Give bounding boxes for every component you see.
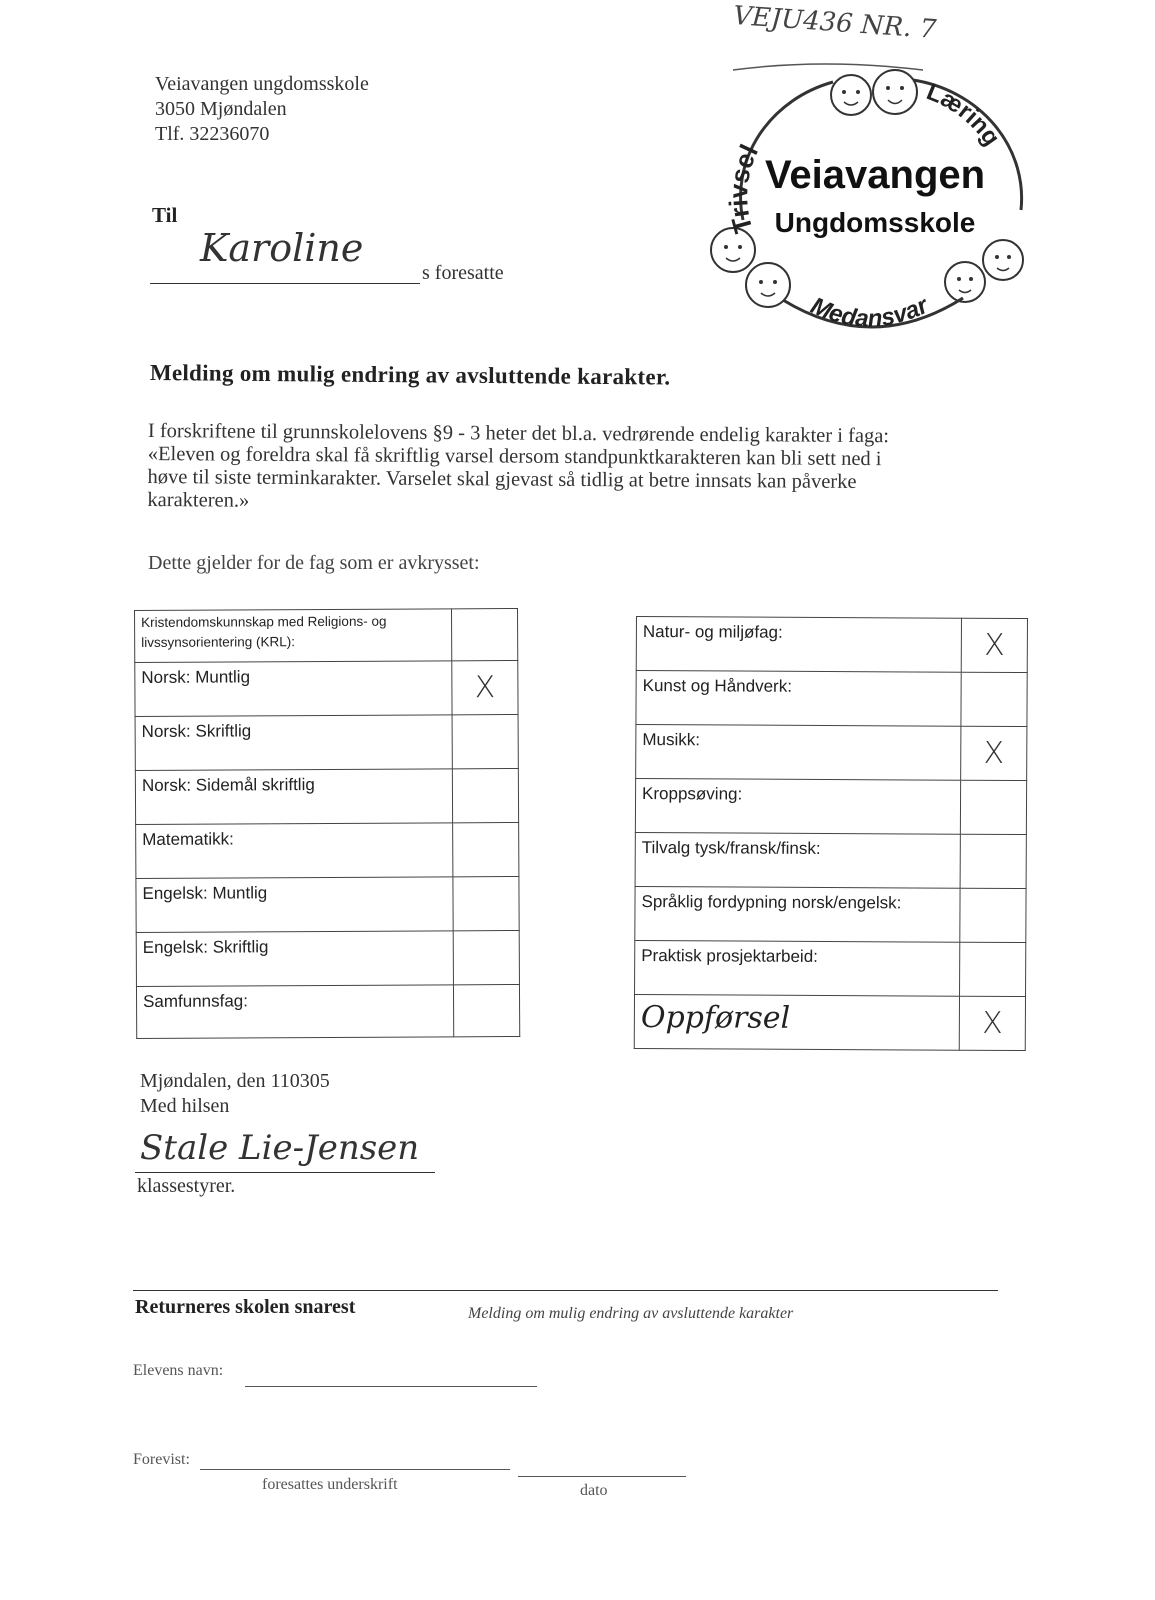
subject-checkbox[interactable] (961, 780, 1027, 834)
subject-label (135, 609, 452, 663)
subject-row (136, 930, 519, 986)
subject-row (136, 822, 519, 878)
regulation-paragraph (147, 420, 978, 518)
subject-checkbox[interactable] (453, 930, 519, 984)
subject-label-line: Kristendomskunnskap med Religions- og (141, 613, 387, 630)
paragraph-line: «Eleven og foreldra skal få skriftlig varsel dersom standpunktkarakteren kan bli sett ned i (147, 442, 882, 471)
subject-row (636, 617, 1027, 673)
school-logo (703, 50, 1033, 340)
student-name-label: Elevens navn: (133, 1362, 224, 1379)
school-phone: Tlf. 32236070 (155, 123, 270, 145)
logo-word-left: Trivsel (723, 139, 764, 237)
subject-checkbox[interactable]: X (961, 618, 1027, 672)
recipient-line (150, 283, 420, 284)
return-slip-title: Returneres skolen snarest (135, 1296, 356, 1318)
subject-checkbox[interactable] (960, 942, 1026, 996)
guardian-signature-field[interactable] (200, 1469, 510, 1470)
signoff-block (140, 1069, 330, 1119)
subject-label: Norsk: Sidemål skriftlig (135, 769, 452, 825)
subject-row (635, 832, 1026, 888)
subject-label: Praktisk prosjektarbeid: (635, 940, 960, 996)
subject-label: Språklig fordypning norsk/engelsk: (635, 886, 960, 942)
subject-checkbox[interactable] (453, 876, 519, 930)
logo-word-right: Læring (922, 78, 1006, 151)
subject-row (635, 940, 1026, 996)
guardian-signature-label: foresattes underskrift (262, 1476, 398, 1493)
notice-heading: Melding om mulig endring av avsluttende karakter. (149, 360, 671, 390)
logo-name-line1: Veiavangen (764, 153, 986, 197)
subject-row (636, 671, 1027, 727)
school-postal: 3050 Mjøndalen (155, 98, 287, 120)
place-date: Mjøndalen, den 110305 (140, 1070, 330, 1092)
subject-checkbox[interactable] (453, 822, 519, 876)
paragraph-line: høve til siste terminkarakter. Varselet skal gjevast så tidlig at betre innsats kan påverke (147, 465, 857, 493)
return-slip-divider (133, 1290, 998, 1291)
archive-note: VEJU436 NR. 7 (732, 0, 938, 46)
date-field[interactable] (518, 1476, 686, 1477)
signature: Stale Lie-Jensen (140, 1128, 420, 1168)
recipient-suffix: s foresatte (422, 262, 504, 284)
svg-text:Medansvar (807, 291, 934, 332)
subject-checkbox[interactable]: X (959, 996, 1025, 1050)
subjects-table-left (134, 608, 520, 1039)
logo-word-bottom: Medansvar (806, 291, 933, 333)
subject-row (136, 984, 519, 1038)
subject-label: Matematikk: (136, 823, 453, 879)
school-address (155, 72, 369, 147)
recipient-name: Karoline (200, 226, 364, 270)
subject-row (135, 714, 518, 770)
subject-checkbox[interactable]: X (452, 660, 518, 714)
shown-label: Forevist: (133, 1451, 190, 1468)
school-name: Veiavangen ungdomsskole (155, 73, 369, 95)
logo-name-line2: Ungdomsskole (774, 207, 976, 238)
subject-label-handwritten: Oppførsel (634, 994, 959, 1050)
subject-label: Norsk: Skriftlig (135, 715, 452, 771)
subject-label: Kroppsøving: (635, 779, 960, 835)
signer-role: klassestyrer. (137, 1175, 236, 1197)
subject-checkbox[interactable]: X (961, 726, 1027, 780)
svg-text:Læring (923, 78, 1005, 150)
svg-text:Trivsel (723, 140, 764, 237)
return-slip-subtitle: Melding om mulig endring av avsluttende karakter (468, 1305, 794, 1322)
subject-label: Engelsk: Skriftlig (136, 931, 453, 987)
subject-checkbox[interactable] (454, 984, 520, 1036)
subject-row (634, 994, 1025, 1050)
signature-line (135, 1172, 435, 1173)
subject-checkbox[interactable] (961, 672, 1027, 726)
subject-label: Tilvalg tysk/fransk/finsk: (635, 832, 960, 888)
applies-text: Dette gjelder for de fag som er avkrysset: (148, 552, 480, 574)
subject-row (636, 725, 1027, 781)
subject-checkbox[interactable] (960, 834, 1026, 888)
subject-label-line: livssynsorientering (KRL): (141, 634, 296, 650)
subject-checkbox[interactable] (452, 608, 518, 660)
student-name-field[interactable] (245, 1386, 537, 1387)
subject-label: Kunst og Håndverk: (636, 671, 961, 727)
subject-label: Engelsk: Muntlig (136, 877, 453, 933)
subject-label: Norsk: Muntlig (135, 661, 452, 717)
subject-row (135, 768, 518, 824)
subject-label: Samfunnsfag: (136, 985, 453, 1039)
subject-row (635, 779, 1026, 835)
subject-label: Musikk: (636, 725, 961, 781)
subject-row (135, 660, 518, 716)
subject-label: Natur- og miljøfag: (636, 617, 961, 673)
subject-row (135, 608, 518, 662)
subject-checkbox[interactable] (960, 888, 1026, 942)
subject-row (635, 886, 1026, 942)
greeting: Med hilsen (140, 1095, 230, 1117)
paragraph-line: karakteren.» (147, 488, 250, 512)
subject-checkbox[interactable] (453, 768, 519, 822)
subject-row (136, 876, 519, 932)
subject-checkbox[interactable] (452, 714, 518, 768)
date-label: dato (580, 1482, 608, 1499)
subjects-table-right (634, 616, 1028, 1051)
paragraph-line: I forskriftene til grunnskolelovens §9 - 3 heter det bl.a. vedrørende endelig karakter i faga: (147, 420, 890, 448)
to-label: Til (152, 203, 178, 227)
